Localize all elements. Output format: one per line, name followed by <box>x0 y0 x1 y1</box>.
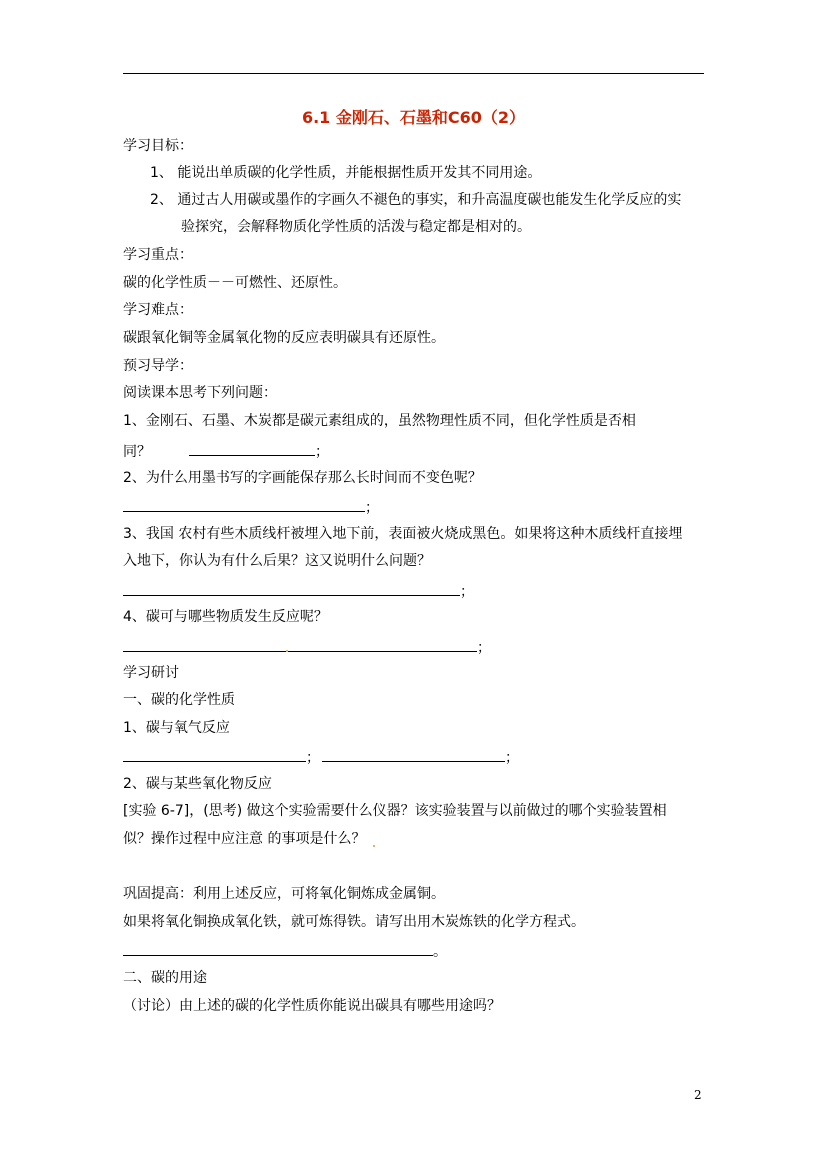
question-3-line-2: 入地下，你认为有什么后果？这又说明什么问题？ <box>123 553 431 569</box>
difficulty-text: 碳跟氧化铜等金属氧化物的反应表明碳具有还原性。 <box>123 330 445 346</box>
answer-line-4 <box>123 637 491 657</box>
question-3-line-1: 3、我国 农村有些木质线杆被埋入地下前，表面被火烧成黑色。如果将这种木质线杆直接埋 <box>123 526 683 542</box>
goals-heading: 学习目标： <box>123 138 193 154</box>
page-number: 2 <box>694 1088 702 1102</box>
preview-intro: 阅读课本思考下列问题： <box>123 385 277 401</box>
part-2-heading: 二、碳的用途 <box>123 970 207 986</box>
answer-blank-2[interactable] <box>123 497 365 512</box>
header-rule <box>123 73 704 74</box>
goal-1: 1、 能说出单质碳的化学性质，并能根据性质开发其不同用途。 <box>150 165 542 181</box>
experiment-line-1: [实验 6-7]，(思考) 做这个实验需要什么仪器？该实验装置与以前做过的哪个实验装置相 <box>123 803 667 819</box>
answer-blank-5b[interactable] <box>322 747 505 762</box>
discussion-text: （讨论）由上述的碳的化学性质你能说出碳具有哪些用途吗？ <box>123 998 501 1014</box>
item-1: 1、碳与氧气反应 <box>123 720 230 736</box>
stray-mark <box>286 650 288 652</box>
answer-line-6 <box>123 941 447 961</box>
semicolon: ； <box>460 584 474 600</box>
question-1-tail: 同？ <box>123 444 151 460</box>
answer-line-5 <box>123 747 519 767</box>
answer-blank-5a[interactable] <box>123 747 306 762</box>
answer-blank-6[interactable] <box>123 941 433 956</box>
answer-line-2 <box>123 497 379 517</box>
part-1-heading: 一、碳的化学性质 <box>123 692 235 708</box>
goal-2-line-1: 2、 通过古人用碳或墨作的字画久不褪色的事实，和升高温度碳也能发生化学反应的实 <box>150 192 682 208</box>
focus-heading: 学习重点： <box>123 247 193 263</box>
preview-heading: 预习导学： <box>123 358 193 374</box>
question-2: 2、为什么用墨书写的字画能保存那么长时间而不变色呢？ <box>123 470 482 486</box>
iron-question: 如果将氧化铜换成氧化铁，就可炼得铁。请写出用木炭炼铁的化学方程式。 <box>123 914 585 930</box>
item-2: 2、碳与某些氧化物反应 <box>123 776 272 792</box>
answer-blank-1[interactable] <box>189 441 315 456</box>
semicolon: ； <box>306 750 320 766</box>
focus-text: 碳的化学性质－－可燃性、还原性。 <box>123 275 347 291</box>
semicolon: ； <box>505 750 519 766</box>
answer-blank-3[interactable] <box>123 581 460 596</box>
stray-mark <box>373 845 375 847</box>
consolidate-text: 巩固提高：利用上述反应，可将氧化铜炼成金属铜。 <box>123 886 445 902</box>
study-heading: 学习研讨 <box>123 665 179 681</box>
question-1-line-2 <box>123 441 329 461</box>
question-4: 4、碳可与哪些物质发生反应呢？ <box>123 609 328 625</box>
period: 。 <box>433 944 447 960</box>
goal-2-line-2: 验探究，会解释物质化学性质的活泼与稳定都是相对的。 <box>181 219 531 235</box>
answer-line-3 <box>123 581 474 601</box>
document-title: 6.1 金刚石、石墨和C60（2） <box>301 108 526 127</box>
experiment-line-2: 似？操作过程中应注意 的事项是什么？ <box>123 831 366 847</box>
question-1-line-1: 1、金刚石、石墨、木炭都是碳元素组成的，虽然物理性质不同，但化学性质是否相 <box>123 413 636 429</box>
difficulty-heading: 学习难点： <box>123 302 193 318</box>
semicolon: ； <box>365 500 379 516</box>
semicolon: ； <box>315 444 329 460</box>
semicolon: ； <box>477 640 491 656</box>
answer-blank-4[interactable] <box>123 637 477 652</box>
